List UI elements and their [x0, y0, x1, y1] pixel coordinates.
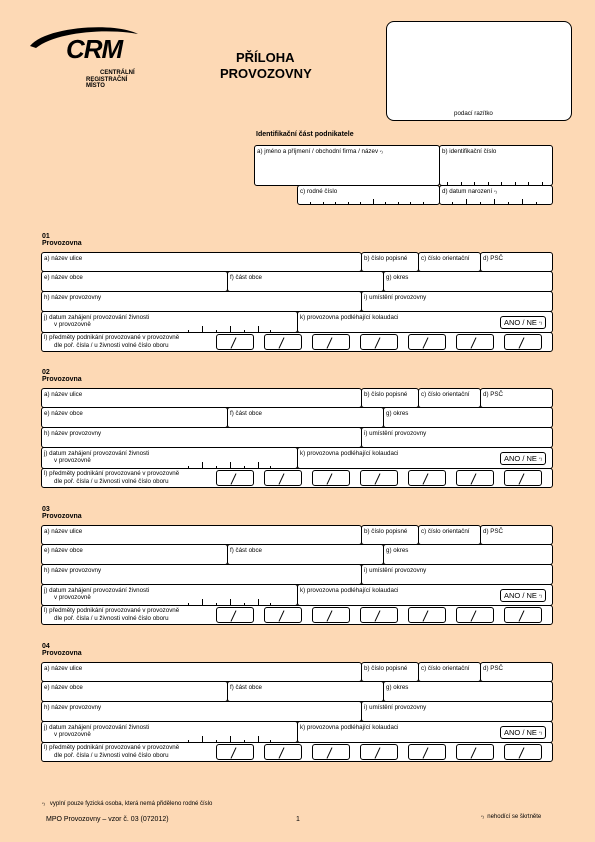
- section-title: 03 Provozovna: [42, 506, 82, 520]
- establishment-location-field-label: i) umístění provozovny: [364, 430, 427, 437]
- digit-tick: [474, 182, 475, 186]
- business-subject-slot[interactable]: [504, 607, 542, 623]
- ano-ne-toggle[interactable]: [500, 726, 546, 739]
- digit-tick: [515, 182, 516, 186]
- digit-tick: [335, 202, 336, 205]
- slash-divider: [327, 747, 333, 758]
- page-number: 1: [296, 816, 300, 823]
- digit-tick: [508, 202, 509, 205]
- digit-tick: [310, 202, 311, 205]
- business-subject-slot[interactable]: [408, 334, 446, 350]
- page-title-line1: PŘÍLOHA: [236, 50, 295, 65]
- business-subject-slot[interactable]: [456, 470, 494, 486]
- inspection-field-label: k) provozovna podléhající kolaudaci: [300, 450, 399, 457]
- start-date-label-1: j) datum zahájení provozování živnosti: [44, 587, 150, 594]
- stamp-box[interactable]: [386, 21, 572, 121]
- inspection-field[interactable]: [297, 447, 553, 469]
- digit-tick: [398, 202, 399, 205]
- orientation-number-field-label: c) číslo orientační: [421, 391, 470, 398]
- digit-tick: [360, 202, 361, 205]
- start-date-label-2: v provozovně: [54, 731, 91, 738]
- business-subject-slot[interactable]: [456, 334, 494, 350]
- slash-divider: [423, 747, 429, 758]
- business-subject-slot[interactable]: [216, 744, 254, 760]
- ano-ne-toggle[interactable]: [500, 452, 546, 465]
- digit-tick: [348, 202, 349, 205]
- business-subject-slot[interactable]: [456, 744, 494, 760]
- house-number-field[interactable]: [361, 388, 419, 408]
- business-subject-slot[interactable]: [360, 470, 398, 486]
- business-subject-slot[interactable]: [216, 607, 254, 623]
- orientation-number-field[interactable]: [418, 252, 481, 272]
- digit-tick: [528, 182, 529, 186]
- establishment-location-field[interactable]: [361, 427, 553, 448]
- business-subject-slot[interactable]: [504, 744, 542, 760]
- page-title-line2: PROVOZOVNY: [220, 66, 312, 81]
- slash-divider: [519, 610, 525, 621]
- district-field[interactable]: [383, 681, 553, 702]
- establishment-name-field[interactable]: [41, 701, 362, 722]
- ano-ne-mark: *): [539, 730, 542, 735]
- business-subjects-field[interactable]: [41, 332, 553, 352]
- logo-text: CRM: [66, 34, 123, 64]
- ano-ne-toggle[interactable]: [500, 316, 546, 329]
- business-subjects-label-2: dle poř. čísla / u živnosti volné číslo oboru: [54, 478, 169, 485]
- ident-birthnum-field[interactable]: [297, 185, 440, 205]
- digit-tick: [494, 199, 495, 205]
- house-number-field-label: b) číslo popisné: [364, 255, 408, 262]
- municipality-field-label: e) název obce: [44, 684, 83, 691]
- street-field-label: a) název ulice: [44, 665, 83, 672]
- orientation-number-field[interactable]: [418, 388, 481, 408]
- house-number-field-label: b) číslo popisné: [364, 391, 408, 398]
- digit-tick: [461, 182, 462, 186]
- house-number-field[interactable]: [361, 525, 419, 545]
- business-subject-slot[interactable]: [408, 607, 446, 623]
- slash-divider: [231, 747, 237, 758]
- municipality-part-field-label: f) část obce: [230, 410, 262, 417]
- street-field-label: a) název ulice: [44, 391, 83, 398]
- slash-divider: [519, 747, 525, 758]
- establishment-location-field[interactable]: [361, 291, 553, 312]
- house-number-field-label: b) číslo popisné: [364, 528, 408, 535]
- district-field[interactable]: [383, 271, 553, 292]
- business-subject-slot[interactable]: [360, 607, 398, 623]
- slash-divider: [231, 473, 237, 484]
- slash-divider: [279, 747, 285, 758]
- inspection-field-label: k) provozovna podléhající kolaudaci: [300, 724, 399, 731]
- postcode-field[interactable]: [480, 388, 553, 408]
- business-subject-slot[interactable]: [264, 334, 302, 350]
- ident-title: Identifikační část podnikatele: [256, 131, 354, 138]
- street-field[interactable]: [41, 525, 362, 545]
- business-subjects-field[interactable]: [41, 468, 553, 488]
- section-title: 02 Provozovna: [42, 369, 82, 383]
- digit-tick: [447, 182, 448, 186]
- slash-divider: [471, 747, 477, 758]
- strike-note: *) nehodící se škrtněte: [481, 814, 542, 820]
- street-field[interactable]: [41, 252, 362, 272]
- form-id: MPO Provozovny – vzor č. 03 (072012): [46, 816, 169, 823]
- orientation-number-field-label: c) číslo orientační: [421, 665, 470, 672]
- district-field-label: g) okres: [386, 684, 409, 691]
- municipality-part-field[interactable]: [227, 681, 384, 702]
- logo-subtitle-1: CENTRÁLNÍ: [100, 70, 135, 76]
- digit-tick: [410, 202, 411, 205]
- slash-divider: [375, 337, 381, 348]
- establishment-location-field-label: i) umístění provozovny: [364, 704, 427, 711]
- start-date-label-1: j) datum zahájení provozování živnosti: [44, 724, 150, 731]
- digit-tick: [385, 202, 386, 205]
- business-subject-slot[interactable]: [264, 470, 302, 486]
- slash-divider: [423, 473, 429, 484]
- municipality-field-label: e) název obce: [44, 274, 83, 281]
- section-title: 01 Provozovna: [42, 233, 82, 247]
- street-field-label: a) název ulice: [44, 255, 83, 262]
- ano-ne-text: ANO / NE: [504, 728, 537, 737]
- start-date-label-2: v provozovně: [54, 457, 91, 464]
- ano-ne-mark: *): [539, 593, 542, 598]
- crm-logo: [26, 24, 146, 89]
- ident-ico-label: b) identifikační číslo: [442, 148, 497, 155]
- slash-divider: [375, 473, 381, 484]
- ident-name-label: a) jméno a příjmení / obchodní firma / název *): [257, 148, 383, 155]
- digit-tick: [423, 202, 424, 205]
- business-subjects-label-1: l) předměty podnikání provozované v provozovně: [44, 334, 180, 341]
- ident-birthnum-label: c) rodné číslo: [300, 188, 338, 195]
- slash-divider: [471, 473, 477, 484]
- postcode-field[interactable]: [480, 252, 553, 272]
- business-subjects-label-2: dle poř. čísla / u živnosti volné číslo oboru: [54, 342, 169, 349]
- orientation-number-field-label: c) číslo orientační: [421, 528, 470, 535]
- slash-divider: [327, 610, 333, 621]
- establishment-location-field[interactable]: [361, 564, 553, 585]
- ano-ne-text: ANO / NE: [504, 318, 537, 327]
- digit-tick: [480, 202, 481, 205]
- slash-divider: [375, 610, 381, 621]
- ident-ico-field[interactable]: [439, 145, 553, 186]
- establishment-name-field-label: h) název provozovny: [44, 294, 102, 301]
- digit-tick: [373, 199, 374, 205]
- business-subjects-label-2: dle poř. čísla / u živnosti volné číslo oboru: [54, 615, 169, 622]
- digit-tick: [488, 182, 489, 186]
- business-subject-slot[interactable]: [312, 334, 350, 350]
- establishment-location-field-label: i) umístění provozovny: [364, 567, 427, 574]
- establishment-name-field-label: h) název provozovny: [44, 567, 102, 574]
- business-subject-slot[interactable]: [408, 470, 446, 486]
- start-date-label-1: j) datum zahájení provozování živnosti: [44, 314, 150, 321]
- business-subject-slot[interactable]: [312, 607, 350, 623]
- business-subject-slot[interactable]: [312, 744, 350, 760]
- street-field-label: a) název ulice: [44, 528, 83, 535]
- business-subject-slot[interactable]: [504, 334, 542, 350]
- establishment-location-field-label: i) umístění provozovny: [364, 294, 427, 301]
- municipality-part-field[interactable]: [227, 271, 384, 292]
- digit-tick: [466, 199, 467, 205]
- municipality-field-label: e) název obce: [44, 547, 83, 554]
- logo-subtitle-2: REGISTRAČNÍ MÍSTO: [86, 77, 128, 89]
- business-subject-slot[interactable]: [408, 744, 446, 760]
- postcode-field-label: d) PSČ: [483, 255, 503, 262]
- establishment-name-field-label: h) název provozovny: [44, 704, 102, 711]
- ident-name-field[interactable]: [254, 145, 440, 186]
- orientation-number-field[interactable]: [418, 662, 481, 682]
- business-subjects-field[interactable]: [41, 605, 553, 625]
- section-title: 04 Provozovna: [42, 643, 82, 657]
- postcode-field-label: d) PSČ: [483, 391, 503, 398]
- inspection-field-label: k) provozovna podléhající kolaudaci: [300, 314, 399, 321]
- business-subject-slot[interactable]: [216, 470, 254, 486]
- district-field[interactable]: [383, 407, 553, 428]
- establishment-location-field[interactable]: [361, 701, 553, 722]
- house-number-field[interactable]: [361, 662, 419, 682]
- municipality-field[interactable]: [41, 407, 228, 428]
- slash-divider: [327, 473, 333, 484]
- digit-tick: [536, 202, 537, 205]
- slash-divider: [423, 610, 429, 621]
- business-subject-slot[interactable]: [360, 334, 398, 350]
- start-date-field[interactable]: [41, 447, 298, 469]
- business-subjects-label-1: l) předměty podnikání provozované v provozovně: [44, 607, 180, 614]
- business-subject-slot[interactable]: [504, 470, 542, 486]
- district-field[interactable]: [383, 544, 553, 565]
- stamp-label: podací razítko: [454, 110, 493, 117]
- footnote: *) vyplní pouze fyzická osoba, která nemá přiděleno rodné číslo: [42, 801, 213, 807]
- ano-ne-mark: *): [539, 320, 542, 325]
- orientation-number-field[interactable]: [418, 525, 481, 545]
- slash-divider: [375, 747, 381, 758]
- start-date-field[interactable]: [41, 721, 298, 743]
- business-subject-slot[interactable]: [216, 334, 254, 350]
- establishment-name-field[interactable]: [41, 564, 362, 585]
- business-subjects-field[interactable]: [41, 742, 553, 762]
- start-date-label-2: v provozovně: [54, 321, 91, 328]
- business-subjects-label-1: l) předměty podnikání provozované v provozovně: [44, 744, 180, 751]
- business-subject-slot[interactable]: [312, 470, 350, 486]
- inspection-field[interactable]: [297, 311, 553, 333]
- municipality-field[interactable]: [41, 681, 228, 702]
- street-field[interactable]: [41, 662, 362, 682]
- slash-divider: [231, 610, 237, 621]
- slash-divider: [471, 337, 477, 348]
- municipality-field-label: e) název obce: [44, 410, 83, 417]
- postcode-field-label: d) PSČ: [483, 528, 503, 535]
- establishment-name-field[interactable]: [41, 427, 362, 448]
- municipality-part-field-label: f) část obce: [230, 547, 262, 554]
- postcode-field-label: d) PSČ: [483, 665, 503, 672]
- postcode-field[interactable]: [480, 662, 553, 682]
- slash-divider: [519, 473, 525, 484]
- orientation-number-field-label: c) číslo orientační: [421, 255, 470, 262]
- start-date-field[interactable]: [41, 311, 298, 333]
- digit-tick: [452, 202, 453, 205]
- business-subject-slot[interactable]: [456, 607, 494, 623]
- municipality-part-field[interactable]: [227, 407, 384, 428]
- slash-divider: [231, 337, 237, 348]
- municipality-part-field-label: f) část obce: [230, 274, 262, 281]
- establishment-name-field-label: h) název provozovny: [44, 430, 102, 437]
- slash-divider: [279, 610, 285, 621]
- slash-divider: [519, 337, 525, 348]
- business-subject-slot[interactable]: [264, 607, 302, 623]
- establishment-name-field[interactable]: [41, 291, 362, 312]
- municipality-field[interactable]: [41, 271, 228, 292]
- digit-tick: [542, 182, 543, 186]
- municipality-part-field-label: f) část obce: [230, 684, 262, 691]
- slash-divider: [327, 337, 333, 348]
- start-date-label-2: v provozovně: [54, 594, 91, 601]
- district-field-label: g) okres: [386, 410, 409, 417]
- business-subjects-label-2: dle poř. čísla / u živnosti volné číslo oboru: [54, 752, 169, 759]
- house-number-field-label: b) číslo popisné: [364, 665, 408, 672]
- municipality-field[interactable]: [41, 544, 228, 565]
- ano-ne-toggle[interactable]: [500, 589, 546, 602]
- digit-tick: [323, 202, 324, 205]
- inspection-field[interactable]: [297, 584, 553, 606]
- slash-divider: [279, 473, 285, 484]
- ano-ne-mark: *): [539, 456, 542, 461]
- business-subject-slot[interactable]: [360, 744, 398, 760]
- inspection-field[interactable]: [297, 721, 553, 743]
- ano-ne-text: ANO / NE: [504, 454, 537, 463]
- digit-tick: [522, 199, 523, 205]
- municipality-part-field[interactable]: [227, 544, 384, 565]
- ident-birthdate-label: d) datum narození *): [442, 188, 497, 195]
- inspection-field-label: k) provozovna podléhající kolaudaci: [300, 587, 399, 594]
- ano-ne-text: ANO / NE: [504, 591, 537, 600]
- house-number-field[interactable]: [361, 252, 419, 272]
- business-subject-slot[interactable]: [264, 744, 302, 760]
- digit-tick: [501, 182, 502, 186]
- slash-divider: [279, 337, 285, 348]
- district-field-label: g) okres: [386, 274, 409, 281]
- start-date-label-1: j) datum zahájení provozování živnosti: [44, 450, 150, 457]
- district-field-label: g) okres: [386, 547, 409, 554]
- start-date-field[interactable]: [41, 584, 298, 606]
- slash-divider: [423, 337, 429, 348]
- slash-divider: [471, 610, 477, 621]
- street-field[interactable]: [41, 388, 362, 408]
- postcode-field[interactable]: [480, 525, 553, 545]
- business-subjects-label-1: l) předměty podnikání provozované v provozovně: [44, 470, 180, 477]
